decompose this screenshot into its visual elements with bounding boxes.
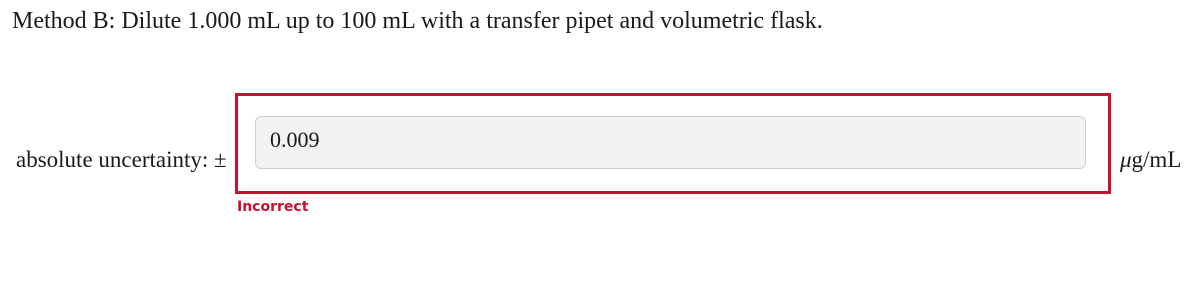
unit-prefix: μ xyxy=(1120,147,1132,172)
unit-label xyxy=(1120,145,1181,175)
unit-suffix: g/mL xyxy=(1131,147,1182,172)
feedback-incorrect: Incorrect xyxy=(237,199,309,215)
uncertainty-label: absolute uncertainty: ± xyxy=(16,147,227,172)
uncertainty-input[interactable] xyxy=(255,116,1086,169)
question-text: Method B: Dilute 1.000 mL up to 100 mL with a transfer pipet and volumetric flask. xyxy=(12,8,823,34)
